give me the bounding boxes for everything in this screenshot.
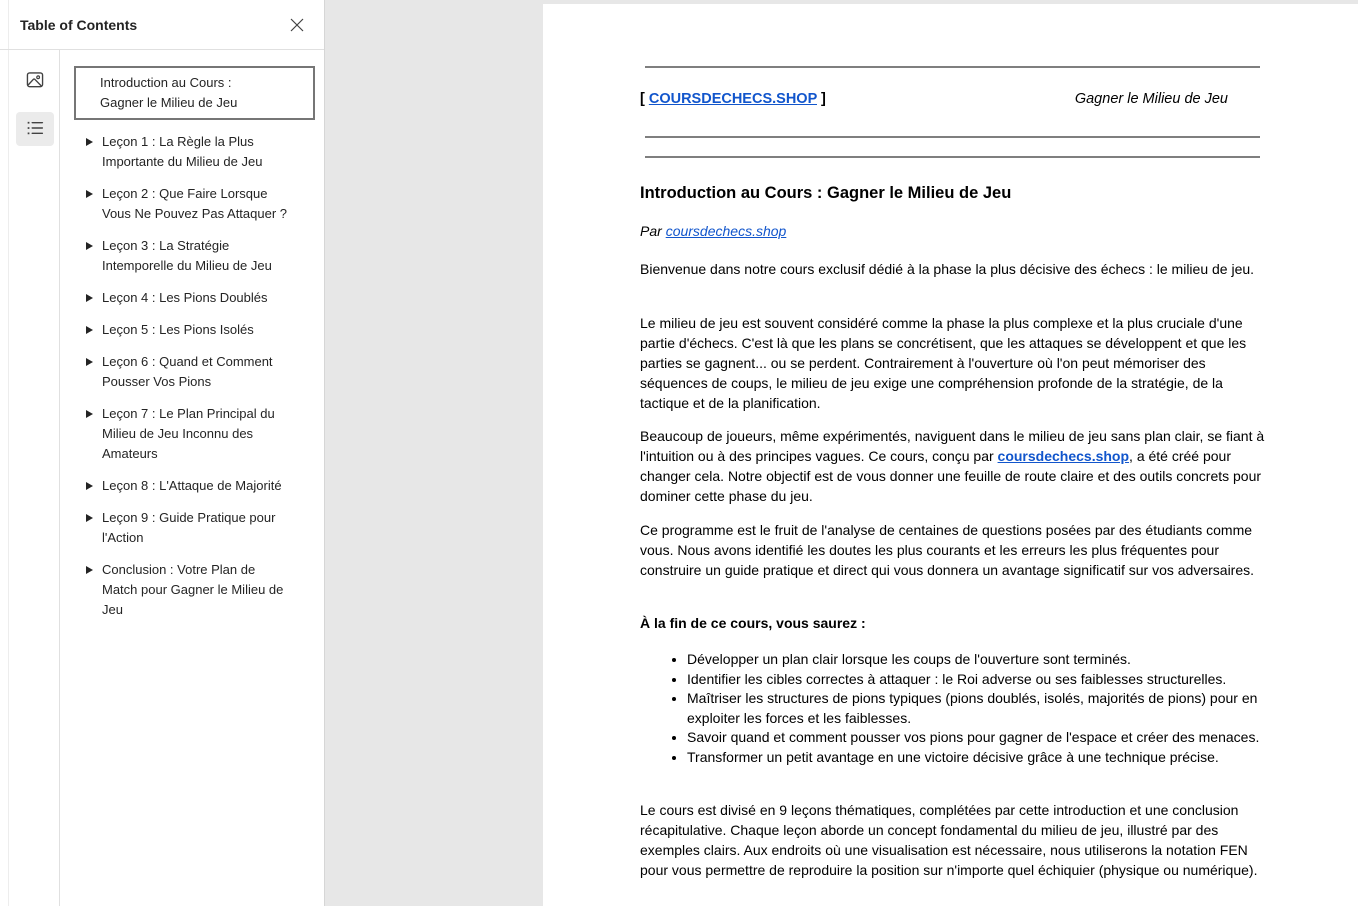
list-heading: À la fin de ce cours, vous saurez : <box>640 615 866 631</box>
header-running-title: Gagner le Milieu de Jeu <box>1074 91 1228 107</box>
header-rule-bottom <box>645 156 1260 158</box>
paragraph-middlegame: Le milieu de jeu est souvent considéré comme la phase la plus complexe et la plus cruciale d'une partie d'échecs. C'est là que les plans se concrétisent, que les attaques se développent et que les parties se gagnent... ou se perdent. Contrairement à l'ouverture où l'on peut mémoriser des séquences de coups, le milieu de jeu exige une compréhension profonde de la stratégie, de la tactique et de la planification. <box>640 315 1247 411</box>
headings-tab[interactable] <box>16 112 54 146</box>
byline: Par coursdechecs.shop <box>640 223 787 239</box>
header-rule-middle <box>645 136 1260 138</box>
list-item: • Identifier les cibles correctes à attaquer : le Roi adverse ou ses faiblesses structurelles. <box>687 670 1266 690</box>
toc-list <box>74 66 315 632</box>
chevron-right-icon <box>86 410 93 418</box>
list-item: • Développer un plan clair lorsque les coups de l'ouverture sont terminés. <box>687 650 1266 670</box>
list-item: • Transformer un petit avantage en une victoire décisive grâce à une technique précise. <box>687 748 1266 768</box>
document-canvas <box>325 0 1358 906</box>
inline-site-link[interactable]: coursdechecs.shop <box>997 448 1130 464</box>
toc-tab-strip <box>9 50 60 906</box>
toc-header <box>0 0 324 50</box>
toc-item-lecon-1[interactable]: Leçon 1 : La Règle la Plus Importante du Milieu de Jeu <box>74 132 315 172</box>
image-icon <box>24 69 46 94</box>
site-link-header[interactable]: COURSDECHECS.SHOP <box>648 91 817 107</box>
list-item: • Savoir quand et comment pousser vos pions pour gagner de l'espace et créer des menaces. <box>687 728 1266 748</box>
toc-item-conclusion[interactable]: Conclusion : Votre Plan de Match pour Gagner le Milieu de Jeu <box>74 560 315 620</box>
chevron-right-icon <box>86 326 93 334</box>
pages-tab[interactable] <box>16 64 54 98</box>
toc-item-lecon-6[interactable]: Leçon 6 : Quand et Comment Pousser Vos Pions <box>74 352 315 392</box>
document-title: Introduction au Cours : Gagner le Milieu de Jeu <box>640 184 1012 202</box>
close-icon[interactable] <box>284 12 310 38</box>
header-rule-top <box>645 66 1260 68</box>
paragraph-program: Ce programme est le fruit de l'analyse de centaines de questions posées par des étudiants comme vous. Nous avons identifié les doutes les plus courants et les erreurs les plus fréquentes pour construire un guide pratique et direct qui vous donnera un avantage significatif sur vos adversaires. <box>640 522 1255 578</box>
toc-item-lecon-5[interactable]: Leçon 5 : Les Pions Isolés <box>74 320 315 340</box>
document-header <box>640 91 1266 107</box>
objectives-list <box>640 650 1266 767</box>
chevron-right-icon <box>86 566 93 574</box>
toc-pane-title: Table of Contents <box>20 16 138 33</box>
toc-item-lecon-4[interactable]: Leçon 4 : Les Pions Doublés <box>74 288 315 308</box>
toc-item-lecon-8[interactable]: Leçon 8 : L'Attaque de Majorité <box>74 476 315 496</box>
document-page <box>543 4 1358 906</box>
toc-item-lecon-2[interactable]: Leçon 2 : Que Faire Lorsque Vous Ne Pouvez Pas Attaquer ? <box>74 184 315 224</box>
paragraph-closing: Le cours est divisé en 9 leçons thématiques, complétées par cette introduction et une conclusion récapitulative. Chaque leçon aborde un concept fondamental du milieu de jeu, illustré par des exemples clairs. Aux endroits où une visualisation est nécessaire, nous utiliserons la notation FEN pour vous permettre de reproduire la position sur n'importe quel échiquier (physique ou numérique). <box>640 802 1258 878</box>
chevron-right-icon <box>86 482 93 490</box>
list-item: • Maîtriser les structures de pions typiques (pions doublés, isolés, majorités de pions) pour en exploiter les forces et les faiblesses. <box>687 689 1266 728</box>
list-icon <box>24 117 46 142</box>
header-site-link-wrap: [ COURSDECHECS.SHOP ] <box>640 91 826 107</box>
table-of-contents-pane <box>0 0 325 906</box>
chevron-right-icon <box>86 138 93 146</box>
toc-item-lecon-9[interactable]: Leçon 9 : Guide Pratique pour l'Action <box>74 508 315 548</box>
chevron-right-icon <box>86 358 93 366</box>
paragraph-intro: Bienvenue dans notre cours exclusif dédié à la phase la plus décisive des échecs : le milieu de jeu. <box>640 261 1255 277</box>
toc-item-lecon-3[interactable]: Leçon 3 : La Stratégie Intemporelle du Milieu de Jeu <box>74 236 315 276</box>
toc-item-lecon-7[interactable]: Leçon 7 : Le Plan Principal du Milieu de Jeu Inconnu des Amateurs <box>74 404 315 464</box>
chevron-right-icon <box>86 514 93 522</box>
chevron-right-icon <box>86 242 93 250</box>
byline-link[interactable]: coursdechecs.shop <box>665 223 787 239</box>
chevron-right-icon <box>86 294 93 302</box>
paragraph-players: Beaucoup de joueurs, même expérimentés, naviguent dans le milieu de jeu sans plan clair, se fiant à l'intuition ou à des principes vagues. Ce cours, conçu par coursdechecs.shop, a été créé pour changer cela. Notre objectif est de vous donner une feuille de route claire et des outils concrets pour dominer cette phase du jeu. <box>640 428 1265 504</box>
toc-item-introduction[interactable]: Introduction au Cours : Gagner le Milieu de Jeu <box>74 66 315 120</box>
chevron-right-icon <box>86 190 93 198</box>
